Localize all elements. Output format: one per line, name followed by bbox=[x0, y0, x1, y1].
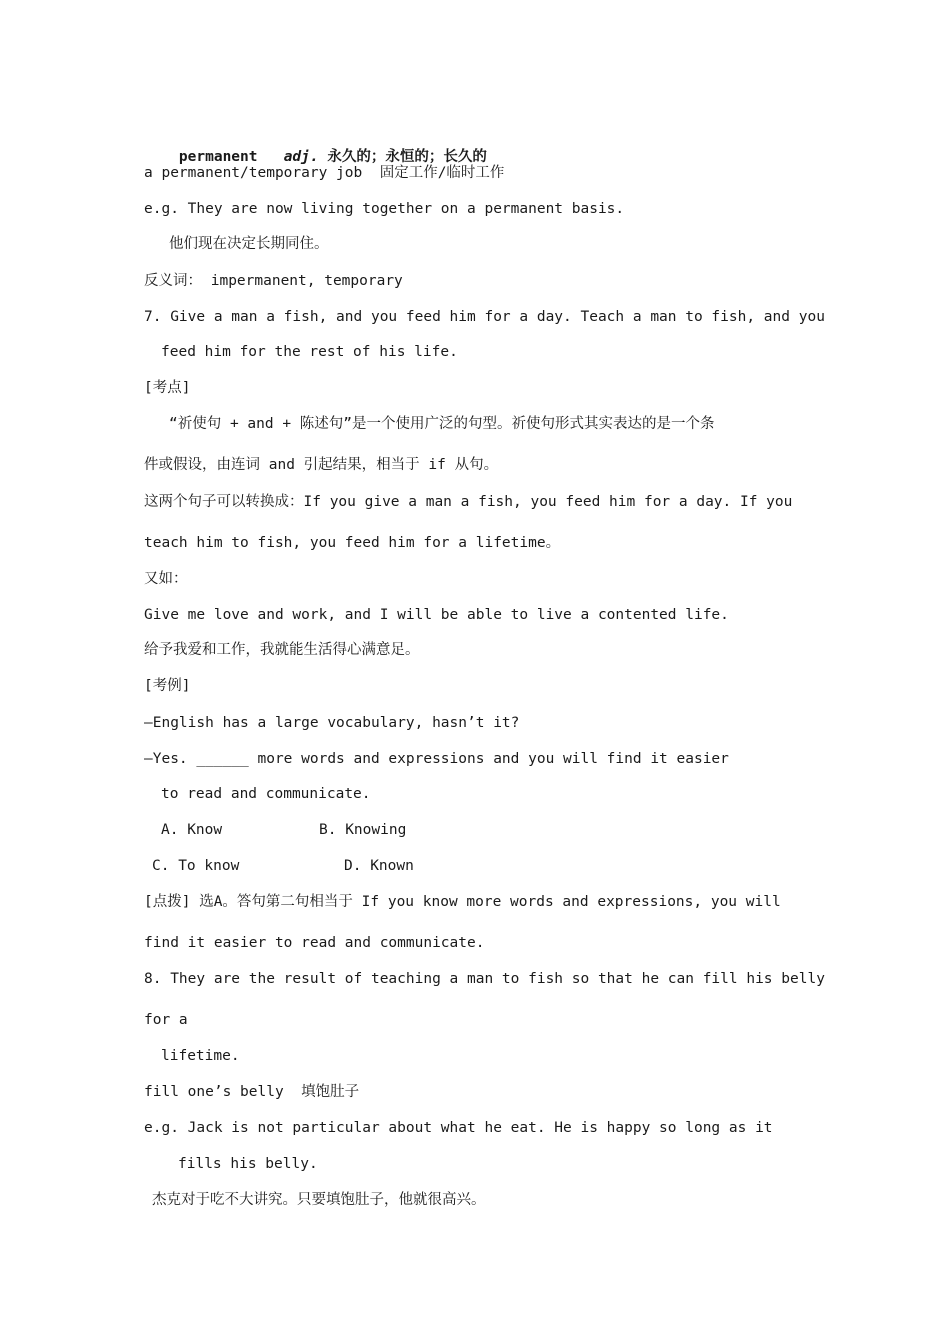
also-label: 又如： bbox=[144, 571, 188, 587]
collocation-line: a permanent/temporary job 固定工作/临时工作 bbox=[144, 165, 505, 181]
option-c: C. To know bbox=[152, 858, 240, 874]
conversion-line: 这两个句子可以转换成：If you give a man a fish, you feed him for a day. If you bbox=[144, 494, 793, 510]
phrase-line: fill one’s belly 填饱肚子 bbox=[144, 1084, 360, 1100]
dialogue-line-1: —English has a large vocabulary, hasn’t it? bbox=[144, 715, 520, 731]
dialogue-line-2: —Yes. ______ more words and expressions and you will find it easier bbox=[144, 751, 729, 767]
item-8-sentence-cont: for a bbox=[144, 1012, 188, 1028]
vocab-definition: 永久的；永恒的；长久的 bbox=[327, 149, 487, 165]
example-sentence-2: Give me love and work, and I will be able to live a contented life. bbox=[144, 607, 729, 623]
section-label-kaoli: [考例] bbox=[144, 678, 191, 694]
answer-explanation-cont: find it easier to read and communicate. bbox=[144, 935, 485, 951]
option-d: D. Known bbox=[344, 858, 414, 874]
antonyms-line: 反义词： impermanent, temporary bbox=[144, 273, 403, 289]
item-7-sentence: 7. Give a man a fish, and you feed him for a day. Teach a man to fish, and you bbox=[144, 309, 825, 325]
answer-explanation: [点拨] 选A。答句第二句相当于 If you know more words and expressions, you will bbox=[144, 894, 781, 910]
item-8-sentence: 8. They are the result of teaching a man to fish so that he can fill his belly bbox=[144, 971, 825, 987]
example-translation-3: 杰克对于吃不大讲究。只要填饱肚子，他就很高兴。 bbox=[152, 1192, 486, 1208]
example-sentence-3-cont: fills his belly. bbox=[178, 1156, 318, 1172]
part-of-speech: adj. bbox=[283, 149, 319, 165]
example-sentence: e.g. They are now living together on a permanent basis. bbox=[144, 201, 625, 217]
item-8-sentence-end: lifetime. bbox=[161, 1048, 240, 1064]
example-sentence-3: e.g. Jack is not particular about what he eat. He is happy so long as it bbox=[144, 1120, 773, 1136]
conversion-line-cont: teach him to fish, you feed him for a lifetime。 bbox=[144, 535, 561, 551]
item-7-sentence-cont: feed him for the rest of his life. bbox=[161, 344, 458, 360]
vocab-word: permanent bbox=[178, 149, 258, 165]
explanation-paragraph: “祈使句 + and + 陈述句”是一个使用广泛的句型。祈使句形式其实表达的是一个条 bbox=[169, 416, 715, 432]
example-translation: 他们现在决定长期同住。 bbox=[169, 236, 329, 252]
section-label-kaodian: [考点] bbox=[144, 380, 191, 396]
dialogue-line-2-cont: to read and communicate. bbox=[161, 786, 371, 802]
option-b: B. Knowing bbox=[319, 822, 407, 838]
option-a: A. Know bbox=[161, 822, 223, 838]
example-translation-2: 给予我爱和工作，我就能生活得心满意足。 bbox=[144, 642, 420, 658]
explanation-paragraph-cont: 件或假设，由连词 and 引起结果，相当于 if 从句。 bbox=[144, 457, 499, 473]
